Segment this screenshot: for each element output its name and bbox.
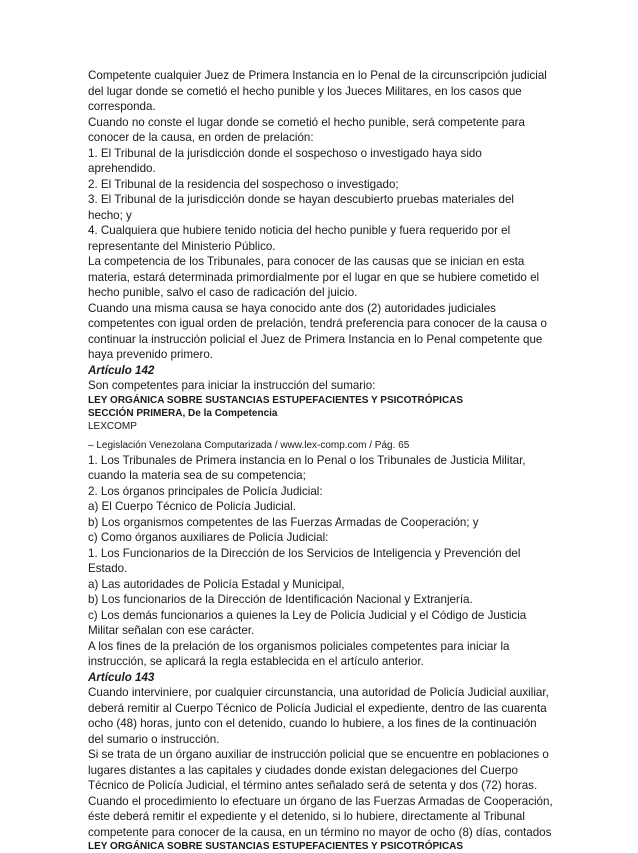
text-line: LEXCOMP bbox=[88, 420, 137, 432]
text-line: competente para conocer de la causa, en un término no mayor de ocho (8) días, contados bbox=[88, 825, 552, 839]
text-line: LEY ORGÁNICA SOBRE SUSTANCIAS ESTUPEFACIENTES Y PSICOTRÓPICAS bbox=[88, 394, 464, 406]
text-line: 2. Los órganos principales de Policía Judicial: bbox=[88, 484, 323, 498]
text-line: éste deberá remitir el expediente y el detenido, si lo hubiere, directamente al Tribunal bbox=[88, 810, 525, 823]
text-line: haya prevenido primero. bbox=[88, 348, 214, 361]
text-line: b) Los funcionarios de la Dirección de Identificación Nacional y Extranjería. bbox=[88, 593, 473, 606]
text-line: Son competentes para iniciar la instrucción del sumario: bbox=[88, 379, 376, 392]
text-line: representante del Ministerio Público. bbox=[88, 239, 276, 253]
text-line: Competente cualquier Juez de Primera Instancia en lo Penal de la circunscripción judicial bbox=[88, 69, 547, 82]
text-line: deberá remitir al Cuerpo Técnico de Policía Judicial el expediente, dentro de las cuarenta bbox=[88, 701, 547, 715]
text-line: Artículo 142 bbox=[88, 363, 155, 377]
text-line: SECCIÓN PRIMERA, De la Competencia bbox=[88, 407, 278, 419]
text-line: Si se trata de un órgano auxiliar de instrucción policial que se encuentre en poblaciones o bbox=[88, 748, 549, 761]
text-line: LEY ORGÁNICA SOBRE SUSTANCIAS ESTUPEFACIENTES Y PSICOTRÓPICAS bbox=[88, 841, 464, 852]
text-line: instrucción, se aplicará la regla establecida en el artículo anterior. bbox=[88, 655, 424, 668]
text-line: 2. El Tribunal de la residencia del sospechoso o investigado; bbox=[88, 177, 399, 191]
text-line: Cuando no conste el lugar donde se cometió el hecho punible, será competente para bbox=[88, 115, 525, 129]
text-line: 3. El Tribunal de la jurisdicción donde se hayan descubierto pruebas materiales del bbox=[88, 193, 515, 206]
text-line: _ bbox=[88, 432, 93, 439]
text-line: A los fines de la prelación de los organismos policiales competentes para iniciar la bbox=[88, 639, 510, 653]
text-line: Militar señalan con ese carácter. bbox=[88, 624, 255, 637]
text-line: conocer de la causa, en orden de prelación: bbox=[88, 131, 314, 144]
text-line: – Legislación Venezolana Computarizada / www.lex-comp.com / Pág. 65 bbox=[88, 439, 410, 451]
text-line: aprehendido. bbox=[88, 162, 156, 175]
text-line: Cuando una misma causa se haya conocido ante dos (2) autoridades judiciales bbox=[88, 301, 496, 315]
text-line: b) Los organismos competentes de las Fuerzas Armadas de Cooperación; y bbox=[88, 515, 479, 529]
text-line: a) Las autoridades de Policía Estadal y Municipal, bbox=[88, 577, 345, 591]
text-line: cuando la materia sea de su competencia; bbox=[88, 469, 306, 482]
text-line: 4. Cualquiera que hubiere tenido noticia del hecho punible y fuera requerido por el bbox=[88, 224, 511, 237]
text-line: 1. Los Funcionarios de la Dirección de los Servicios de Inteligencia y Prevención del bbox=[88, 546, 521, 560]
text-line: hecho; y bbox=[88, 208, 132, 222]
text-line: del sumario o instrucción. bbox=[88, 732, 220, 746]
text-line: 1. El Tribunal de la jurisdicción donde el sospechoso o investigado haya sido bbox=[88, 146, 482, 160]
text-line: corresponda. bbox=[88, 100, 156, 113]
text-line: Cuando interviniere, por cualquier circunstancia, una autoridad de Policía Judicial auxiliar, bbox=[88, 686, 549, 699]
text-line: Técnico de Policía Judicial, el término antes señalado será de setenta y dos (72) horas. bbox=[88, 779, 538, 792]
text-line: Cuando el procedimiento lo efectuare un órgano de las Fuerzas Armadas de Cooperación, bbox=[88, 794, 553, 808]
text-line: 1. Los Tribunales de Primera instancia en lo Penal o los Tribunales de Justicia Militar, bbox=[88, 453, 526, 467]
text-line: c) Como órganos auxiliares de Policía Judicial: bbox=[88, 531, 329, 544]
text-line: c) Los demás funcionarios a quienes la Ley de Policía Judicial y el Código de Justicia bbox=[88, 608, 527, 622]
document-page bbox=[88, 68, 553, 853]
text-line: competentes con igual orden de prelación, tendrá preferencia para conocer de la causa o bbox=[88, 317, 547, 330]
text-line: Artículo 143 bbox=[88, 670, 155, 684]
text-line: lugares distantes a las capitales y ciudades donde existan delegaciones del Cuerpo bbox=[88, 763, 518, 777]
text-line: ocho (48) horas, junto con el detenido, cuando lo hubiere, a los fines de la continuación bbox=[88, 717, 537, 730]
text-line: Estado. bbox=[88, 562, 128, 575]
text-line: La competencia de los Tribunales, para conocer de las causas que se inician en esta bbox=[88, 255, 525, 268]
text-line: materia, estará determinada primordialmente por el lugar en que se hubiere cometido el bbox=[88, 270, 540, 284]
text-line: del lugar donde se cometió el hecho punible y los Jueces Militares, en los casos que bbox=[88, 84, 522, 98]
text-line: hecho punible, salvo el caso de radicación del juicio. bbox=[88, 286, 358, 299]
text-line: continuar la instrucción policial el Juez de Primera Instancia en lo Penal competente que bbox=[88, 332, 543, 346]
text-line: a) El Cuerpo Técnico de Policía Judicial. bbox=[88, 500, 296, 513]
